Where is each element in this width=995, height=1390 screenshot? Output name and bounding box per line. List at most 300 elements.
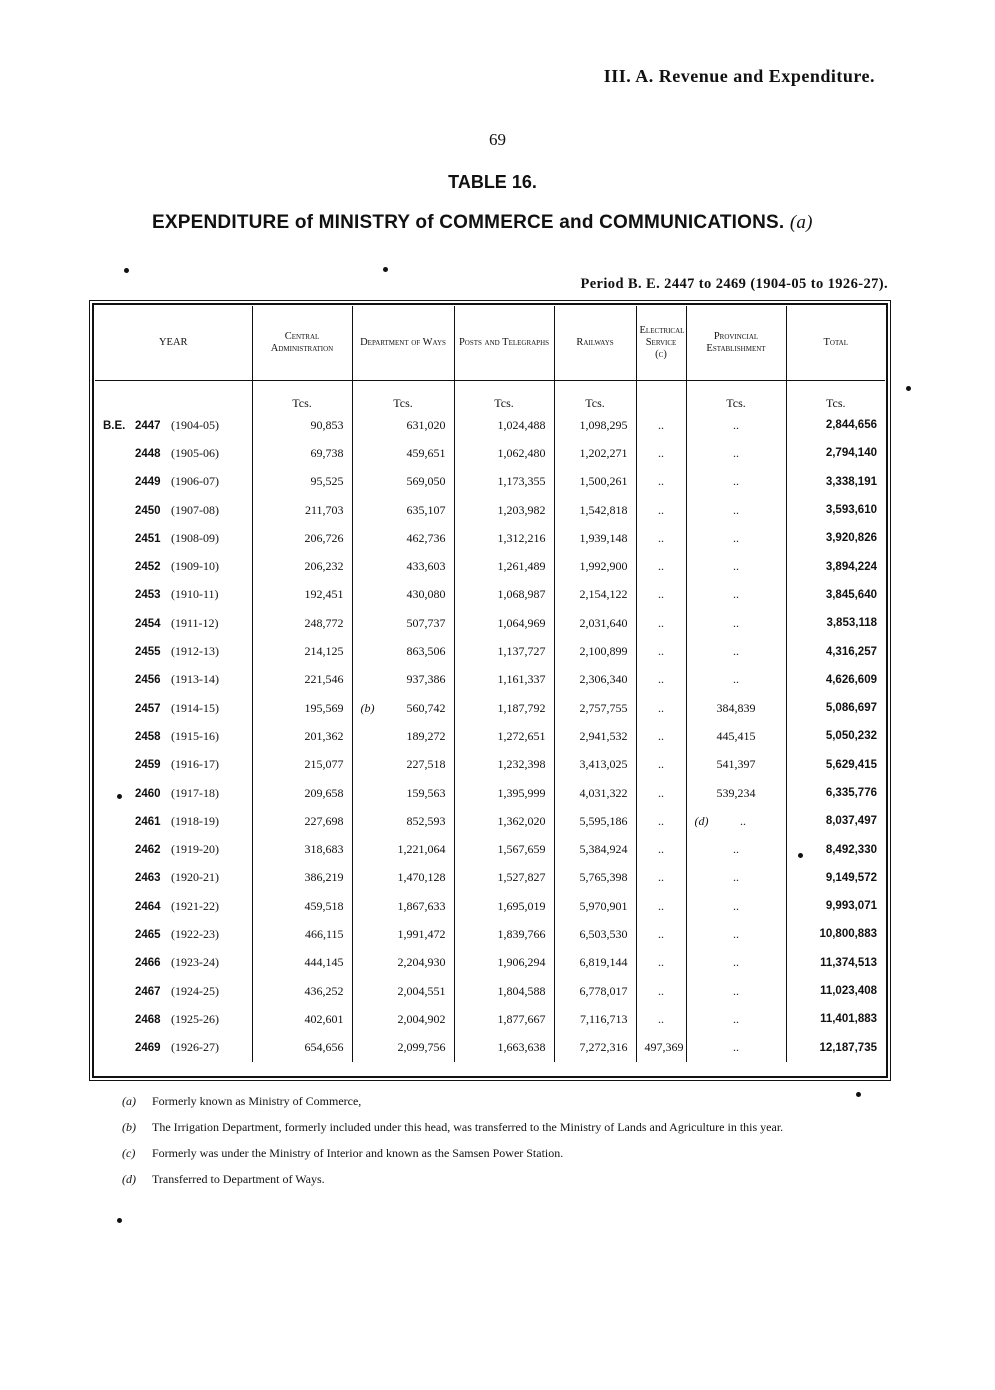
table-body xyxy=(95,381,885,1062)
department-of-ways-value xyxy=(352,864,454,892)
central-administration-value: 654,656 xyxy=(252,1034,352,1062)
year-cell xyxy=(95,892,252,920)
ce-year: (1925-26) xyxy=(171,1011,219,1026)
ways-amount: 631,020 xyxy=(406,417,446,432)
table-row xyxy=(95,496,885,524)
provincial-amount: .. xyxy=(733,870,739,885)
ce-year: (1920-21) xyxy=(171,870,219,885)
be-year: 2449 xyxy=(135,476,161,489)
posts-telegraphs-value: 1,261,489 xyxy=(454,552,554,580)
provincial-amount: .. xyxy=(733,983,739,998)
table-row xyxy=(95,722,885,750)
be-year: 2462 xyxy=(135,844,161,857)
railways-value: 7,272,316 xyxy=(554,1034,636,1062)
posts-telegraphs-value: 1,137,727 xyxy=(454,637,554,665)
running-head: III. A. Revenue and Expenditure. xyxy=(603,66,875,86)
provincial-establishment-value xyxy=(686,609,786,637)
provincial-establishment-value xyxy=(686,524,786,552)
railways-value: 2,031,640 xyxy=(554,609,636,637)
year-cell xyxy=(95,609,252,637)
department-of-ways-value xyxy=(352,949,454,977)
ways-amount: 433,603 xyxy=(406,559,446,574)
electrical-service-value: .. xyxy=(636,581,686,609)
scan-speck xyxy=(117,1218,122,1223)
table-row xyxy=(95,779,885,807)
unit-electrical xyxy=(636,381,686,412)
central-administration-value: 206,726 xyxy=(252,524,352,552)
posts-telegraphs-value: 1,064,969 xyxy=(454,609,554,637)
department-of-ways-value xyxy=(352,892,454,920)
year-cell xyxy=(95,1034,252,1062)
department-of-ways-value xyxy=(352,977,454,1005)
provincial-amount: .. xyxy=(733,502,739,517)
unit-provincial: Tcs. xyxy=(686,381,786,412)
department-of-ways-value xyxy=(352,722,454,750)
ce-year: (1919-20) xyxy=(171,842,219,857)
table-row xyxy=(95,835,885,863)
ways-amount: 2,204,930 xyxy=(397,955,446,970)
railways-value: 1,202,271 xyxy=(554,439,636,467)
year-cell xyxy=(95,949,252,977)
ce-year: (1926-27) xyxy=(171,1040,219,1055)
posts-telegraphs-value: 1,187,792 xyxy=(454,694,554,722)
department-of-ways-value xyxy=(352,751,454,779)
ways-amount: 2,004,551 xyxy=(397,983,446,998)
electrical-service-value: 497,369 xyxy=(636,1034,686,1062)
central-administration-value: 209,658 xyxy=(252,779,352,807)
railways-value: 5,384,924 xyxy=(554,835,636,863)
year-cell xyxy=(95,666,252,694)
year-cell xyxy=(95,977,252,1005)
provincial-establishment-value xyxy=(686,1005,786,1033)
be-year: 2451 xyxy=(135,532,161,545)
table-row xyxy=(95,666,885,694)
electrical-service-value: .. xyxy=(636,779,686,807)
electrical-service-value: .. xyxy=(636,552,686,580)
be-year: 2465 xyxy=(135,928,161,941)
central-administration-value: 221,546 xyxy=(252,666,352,694)
provincial-establishment-value xyxy=(686,666,786,694)
posts-telegraphs-value: 1,203,982 xyxy=(454,496,554,524)
electrical-service-value: .. xyxy=(636,751,686,779)
railways-value: 1,098,295 xyxy=(554,411,636,439)
central-administration-value: 227,698 xyxy=(252,807,352,835)
provincial-amount: .. xyxy=(733,417,739,432)
header-row xyxy=(95,306,885,381)
total-value: 4,316,257 xyxy=(825,645,877,658)
railways-value: 4,031,322 xyxy=(554,779,636,807)
central-administration-value: 69,738 xyxy=(252,439,352,467)
central-administration-value: 211,703 xyxy=(252,496,352,524)
department-of-ways-value xyxy=(352,496,454,524)
year-cell xyxy=(95,751,252,779)
posts-telegraphs-value: 1,527,827 xyxy=(454,864,554,892)
be-year: 2456 xyxy=(135,674,161,687)
provincial-amount: 384,839 xyxy=(716,700,756,715)
ways-amount: 227,518 xyxy=(406,757,446,772)
central-administration-value: 386,219 xyxy=(252,864,352,892)
ways-amount: 1,470,128 xyxy=(397,870,446,885)
be-year: 2463 xyxy=(135,872,161,885)
year-cell xyxy=(95,864,252,892)
electrical-service-value: .. xyxy=(636,609,686,637)
total-value: 12,187,735 xyxy=(819,1041,877,1054)
era-prefix: B.E. xyxy=(103,419,126,432)
year-cell xyxy=(95,835,252,863)
total-value: 2,844,656 xyxy=(825,419,877,432)
posts-telegraphs-value: 1,906,294 xyxy=(454,949,554,977)
total-value: 3,920,826 xyxy=(825,532,877,545)
table-row xyxy=(95,524,885,552)
electrical-service-value: .. xyxy=(636,807,686,835)
be-year: 2447 xyxy=(135,419,161,432)
col-electrical-service: Electrical Service (c) xyxy=(636,306,686,381)
ce-year: (1924-25) xyxy=(171,983,219,998)
provincial-amount: .. xyxy=(733,1040,739,1055)
table-row xyxy=(95,751,885,779)
provincial-establishment-value xyxy=(686,977,786,1005)
railways-value: 5,595,186 xyxy=(554,807,636,835)
ways-amount: 159,563 xyxy=(406,785,446,800)
department-of-ways-value xyxy=(352,552,454,580)
posts-telegraphs-value: 1,312,216 xyxy=(454,524,554,552)
electrical-service-value: .. xyxy=(636,835,686,863)
be-year: 2450 xyxy=(135,504,161,517)
provincial-amount: .. xyxy=(733,842,739,857)
table-row xyxy=(95,892,885,920)
railways-value: 3,413,025 xyxy=(554,751,636,779)
provincial-establishment-value xyxy=(686,779,786,807)
unit-ways: Tcs. xyxy=(352,381,454,412)
unit-posts: Tcs. xyxy=(454,381,554,412)
provincial-establishment-value xyxy=(686,694,786,722)
provincial-amount: .. xyxy=(733,445,739,460)
scan-speck xyxy=(798,853,803,858)
ways-amount: 1,221,064 xyxy=(397,842,446,857)
total-value: 3,853,118 xyxy=(826,617,877,630)
railways-value: 2,941,532 xyxy=(554,722,636,750)
ways-amount: 189,272 xyxy=(406,728,446,743)
year-cell xyxy=(95,637,252,665)
be-year: 2457 xyxy=(135,702,161,715)
electrical-service-value: .. xyxy=(636,524,686,552)
provincial-amount: 539,234 xyxy=(716,785,756,800)
department-of-ways-value xyxy=(352,920,454,948)
railways-value: 2,154,122 xyxy=(554,581,636,609)
provincial-establishment-value xyxy=(686,892,786,920)
be-year: 2455 xyxy=(135,646,161,659)
provincial-amount: .. xyxy=(740,813,746,828)
railways-value: 2,306,340 xyxy=(554,666,636,694)
railways-value: 5,970,901 xyxy=(554,892,636,920)
table-title xyxy=(152,212,813,234)
posts-telegraphs-value: 1,877,667 xyxy=(454,1005,554,1033)
footnote-c xyxy=(122,1144,902,1162)
total-value: 10,800,883 xyxy=(819,928,877,941)
ce-year: (1912-13) xyxy=(171,644,219,659)
provincial-establishment-value xyxy=(686,581,786,609)
posts-telegraphs-value: 1,804,588 xyxy=(454,977,554,1005)
table-row xyxy=(95,581,885,609)
scan-speck xyxy=(124,268,129,273)
col-year: YEAR xyxy=(95,306,252,381)
department-of-ways-value xyxy=(352,666,454,694)
central-administration-value: 248,772 xyxy=(252,609,352,637)
provincial-amount: .. xyxy=(733,926,739,941)
be-year: 2466 xyxy=(135,957,161,970)
ce-year: (1907-08) xyxy=(171,502,219,517)
posts-telegraphs-value: 1,395,999 xyxy=(454,779,554,807)
central-administration-value: 201,362 xyxy=(252,722,352,750)
table-row xyxy=(95,1034,885,1062)
ways-amount: 569,050 xyxy=(406,474,446,489)
provincial-establishment-value xyxy=(686,835,786,863)
central-administration-value: 459,518 xyxy=(252,892,352,920)
department-of-ways-value xyxy=(352,524,454,552)
scan-speck xyxy=(117,794,122,799)
central-administration-value: 195,569 xyxy=(252,694,352,722)
provincial-amount: 541,397 xyxy=(716,757,756,772)
ce-year: (1916-17) xyxy=(171,757,219,772)
electrical-service-value: .. xyxy=(636,666,686,694)
railways-value: 5,765,398 xyxy=(554,864,636,892)
year-cell xyxy=(95,722,252,750)
department-of-ways-value xyxy=(352,694,454,722)
ce-year: (1915-16) xyxy=(171,728,219,743)
footnote-label: (b) xyxy=(122,1120,136,1134)
ways-amount: 863,506 xyxy=(406,644,446,659)
posts-telegraphs-value: 1,567,659 xyxy=(454,835,554,863)
be-year: 2459 xyxy=(135,759,161,772)
table-title-text: EXPENDITURE of MINISTRY of COMMERCE and COMMUNICATIONS. xyxy=(152,212,785,233)
unit-central: Tcs. xyxy=(252,381,352,412)
table-label: TABLE 16. xyxy=(448,172,537,192)
total-value: 11,374,513 xyxy=(820,956,877,969)
footnote-text: Formerly known as Ministry of Commerce, xyxy=(152,1094,362,1108)
units-row xyxy=(95,381,885,412)
ce-year: (1918-19) xyxy=(171,813,219,828)
footnote-d xyxy=(122,1170,902,1188)
posts-telegraphs-value: 1,663,638 xyxy=(454,1034,554,1062)
ce-year: (1909-10) xyxy=(171,559,219,574)
footnote-label: (a) xyxy=(122,1094,136,1108)
provincial-establishment-value xyxy=(686,411,786,439)
total-value: 3,894,224 xyxy=(825,560,877,573)
provincial-establishment-value xyxy=(686,722,786,750)
footnote-text: Formerly was under the Ministry of Interior and known as the Samsen Power Station. xyxy=(152,1146,564,1160)
railways-value: 2,757,755 xyxy=(554,694,636,722)
ways-amount: 560,742 xyxy=(406,700,446,715)
electrical-service-value: .. xyxy=(636,496,686,524)
railways-value: 6,819,144 xyxy=(554,949,636,977)
electrical-service-value: .. xyxy=(636,892,686,920)
provincial-amount: .. xyxy=(733,559,739,574)
posts-telegraphs-value: 1,068,987 xyxy=(454,581,554,609)
provincial-establishment-value xyxy=(686,468,786,496)
ce-year: (1905-06) xyxy=(171,445,219,460)
be-year: 2461 xyxy=(135,815,161,828)
total-value: 8,492,330 xyxy=(825,843,877,856)
ways-amount: 462,736 xyxy=(406,530,446,545)
ce-year: (1921-22) xyxy=(171,898,219,913)
department-of-ways-value xyxy=(352,835,454,863)
ways-amount: 852,593 xyxy=(406,813,446,828)
total-value: 3,338,191 xyxy=(825,475,877,488)
table-row xyxy=(95,977,885,1005)
posts-telegraphs-value: 1,362,020 xyxy=(454,807,554,835)
col-department-of-ways: Department of Ways xyxy=(352,306,454,381)
table-row xyxy=(95,468,885,496)
central-administration-value: 466,115 xyxy=(252,920,352,948)
provincial-establishment-value xyxy=(686,496,786,524)
table-title-note: (a) xyxy=(789,212,813,233)
unit-total: Tcs. xyxy=(826,396,846,410)
central-administration-value: 444,145 xyxy=(252,949,352,977)
provincial-amount: .. xyxy=(733,1011,739,1026)
electrical-service-value: .. xyxy=(636,637,686,665)
railways-value: 7,116,713 xyxy=(554,1005,636,1033)
railways-value: 1,992,900 xyxy=(554,552,636,580)
department-of-ways-value xyxy=(352,1005,454,1033)
provincial-establishment-value xyxy=(686,1034,786,1062)
posts-telegraphs-value: 1,695,019 xyxy=(454,892,554,920)
period-label: Period B. E. 2447 to 2469 (1904-05 to 1926-27). xyxy=(580,276,888,292)
table-row xyxy=(95,609,885,637)
ce-year: (1914-15) xyxy=(171,700,219,715)
be-year: 2464 xyxy=(135,900,161,913)
central-administration-value: 436,252 xyxy=(252,977,352,1005)
department-of-ways-value xyxy=(352,411,454,439)
department-of-ways-value xyxy=(352,439,454,467)
year-cell xyxy=(95,468,252,496)
be-year: 2468 xyxy=(135,1013,161,1026)
footnote-a xyxy=(122,1092,902,1110)
posts-telegraphs-value: 1,839,766 xyxy=(454,920,554,948)
year-cell xyxy=(95,411,252,439)
scan-speck xyxy=(856,1092,861,1097)
ce-year: (1911-12) xyxy=(171,615,219,630)
year-cell xyxy=(95,807,252,835)
total-value: 9,993,071 xyxy=(825,900,877,913)
total-value: 11,023,408 xyxy=(820,985,877,998)
electrical-service-value: .. xyxy=(636,439,686,467)
ways-amount: 459,651 xyxy=(406,445,446,460)
posts-telegraphs-value: 1,062,480 xyxy=(454,439,554,467)
central-administration-value: 206,232 xyxy=(252,552,352,580)
table-row xyxy=(95,411,885,439)
railways-value: 1,939,148 xyxy=(554,524,636,552)
department-of-ways-value xyxy=(352,581,454,609)
ce-year: (1913-14) xyxy=(171,672,219,687)
footnote-text: The Irrigation Department, formerly included under this head, was transferred to the Ministry of Lands and Agriculture in this year. xyxy=(152,1120,784,1134)
ce-year: (1910-11) xyxy=(171,587,219,602)
provincial-establishment-value xyxy=(686,949,786,977)
ways-amount: 430,080 xyxy=(406,587,446,602)
be-year: 2453 xyxy=(135,589,161,602)
posts-telegraphs-value: 1,272,651 xyxy=(454,722,554,750)
col-posts-telegraphs: Posts and Telegraphs xyxy=(454,306,554,381)
unit-railways: Tcs. xyxy=(554,381,636,412)
total-value: 9,149,572 xyxy=(825,871,877,884)
provincial-amount: .. xyxy=(733,587,739,602)
provincial-establishment-value xyxy=(686,552,786,580)
electrical-service-value: .. xyxy=(636,920,686,948)
ce-year: (1923-24) xyxy=(171,955,219,970)
provincial-establishment-value xyxy=(686,920,786,948)
central-administration-value: 192,451 xyxy=(252,581,352,609)
be-year: 2469 xyxy=(135,1042,161,1055)
table-row xyxy=(95,949,885,977)
central-administration-value: 95,525 xyxy=(252,468,352,496)
ways-amount: 1,991,472 xyxy=(397,926,446,941)
table-row xyxy=(95,864,885,892)
ways-footnote-mark: (b) xyxy=(360,700,375,715)
provincial-amount: .. xyxy=(733,615,739,630)
department-of-ways-value xyxy=(352,609,454,637)
provincial-establishment-value xyxy=(686,807,786,835)
department-of-ways-value xyxy=(352,779,454,807)
col-central-administration: Central Administration xyxy=(252,306,352,381)
posts-telegraphs-value: 1,161,337 xyxy=(454,666,554,694)
electrical-service-value: .. xyxy=(636,722,686,750)
be-year: 2454 xyxy=(135,617,161,630)
total-value: 3,845,640 xyxy=(825,588,877,601)
electrical-service-value: .. xyxy=(636,694,686,722)
posts-telegraphs-value: 1,024,488 xyxy=(454,411,554,439)
scan-speck xyxy=(906,386,911,391)
year-cell xyxy=(95,439,252,467)
department-of-ways-value xyxy=(352,1034,454,1062)
ways-amount: 507,737 xyxy=(406,615,446,630)
ways-amount: 635,107 xyxy=(406,502,446,517)
table-row xyxy=(95,920,885,948)
provincial-amount: .. xyxy=(733,955,739,970)
year-cell xyxy=(95,1005,252,1033)
central-administration-value: 402,601 xyxy=(252,1005,352,1033)
electrical-service-value: .. xyxy=(636,411,686,439)
table-row xyxy=(95,1005,885,1033)
total-value: 2,794,140 xyxy=(825,447,877,460)
table-row xyxy=(95,552,885,580)
footnotes xyxy=(122,1092,902,1196)
electrical-service-value: .. xyxy=(636,977,686,1005)
department-of-ways-value xyxy=(352,637,454,665)
col-provincial-establishment: Provincial Establishment xyxy=(686,306,786,381)
ways-amount: 1,867,633 xyxy=(397,898,446,913)
ways-amount: 2,099,756 xyxy=(397,1040,446,1055)
unit-year xyxy=(95,381,252,412)
provincial-amount: 445,415 xyxy=(716,728,756,743)
year-cell xyxy=(95,581,252,609)
department-of-ways-value xyxy=(352,468,454,496)
central-administration-value: 214,125 xyxy=(252,637,352,665)
provincial-amount: .. xyxy=(733,672,739,687)
be-year: 2448 xyxy=(135,447,161,460)
be-year: 2452 xyxy=(135,561,161,574)
total-value: 5,086,697 xyxy=(825,702,877,715)
ce-year: (1922-23) xyxy=(171,926,219,941)
central-administration-value: 90,853 xyxy=(252,411,352,439)
electrical-service-value: .. xyxy=(636,468,686,496)
railways-value: 6,503,530 xyxy=(554,920,636,948)
table-row xyxy=(95,439,885,467)
posts-telegraphs-value: 1,173,355 xyxy=(454,468,554,496)
electrical-service-value: .. xyxy=(636,864,686,892)
central-administration-value: 215,077 xyxy=(252,751,352,779)
provincial-establishment-value xyxy=(686,751,786,779)
col-total: Total xyxy=(786,306,885,381)
ce-year: (1908-09) xyxy=(171,530,219,545)
